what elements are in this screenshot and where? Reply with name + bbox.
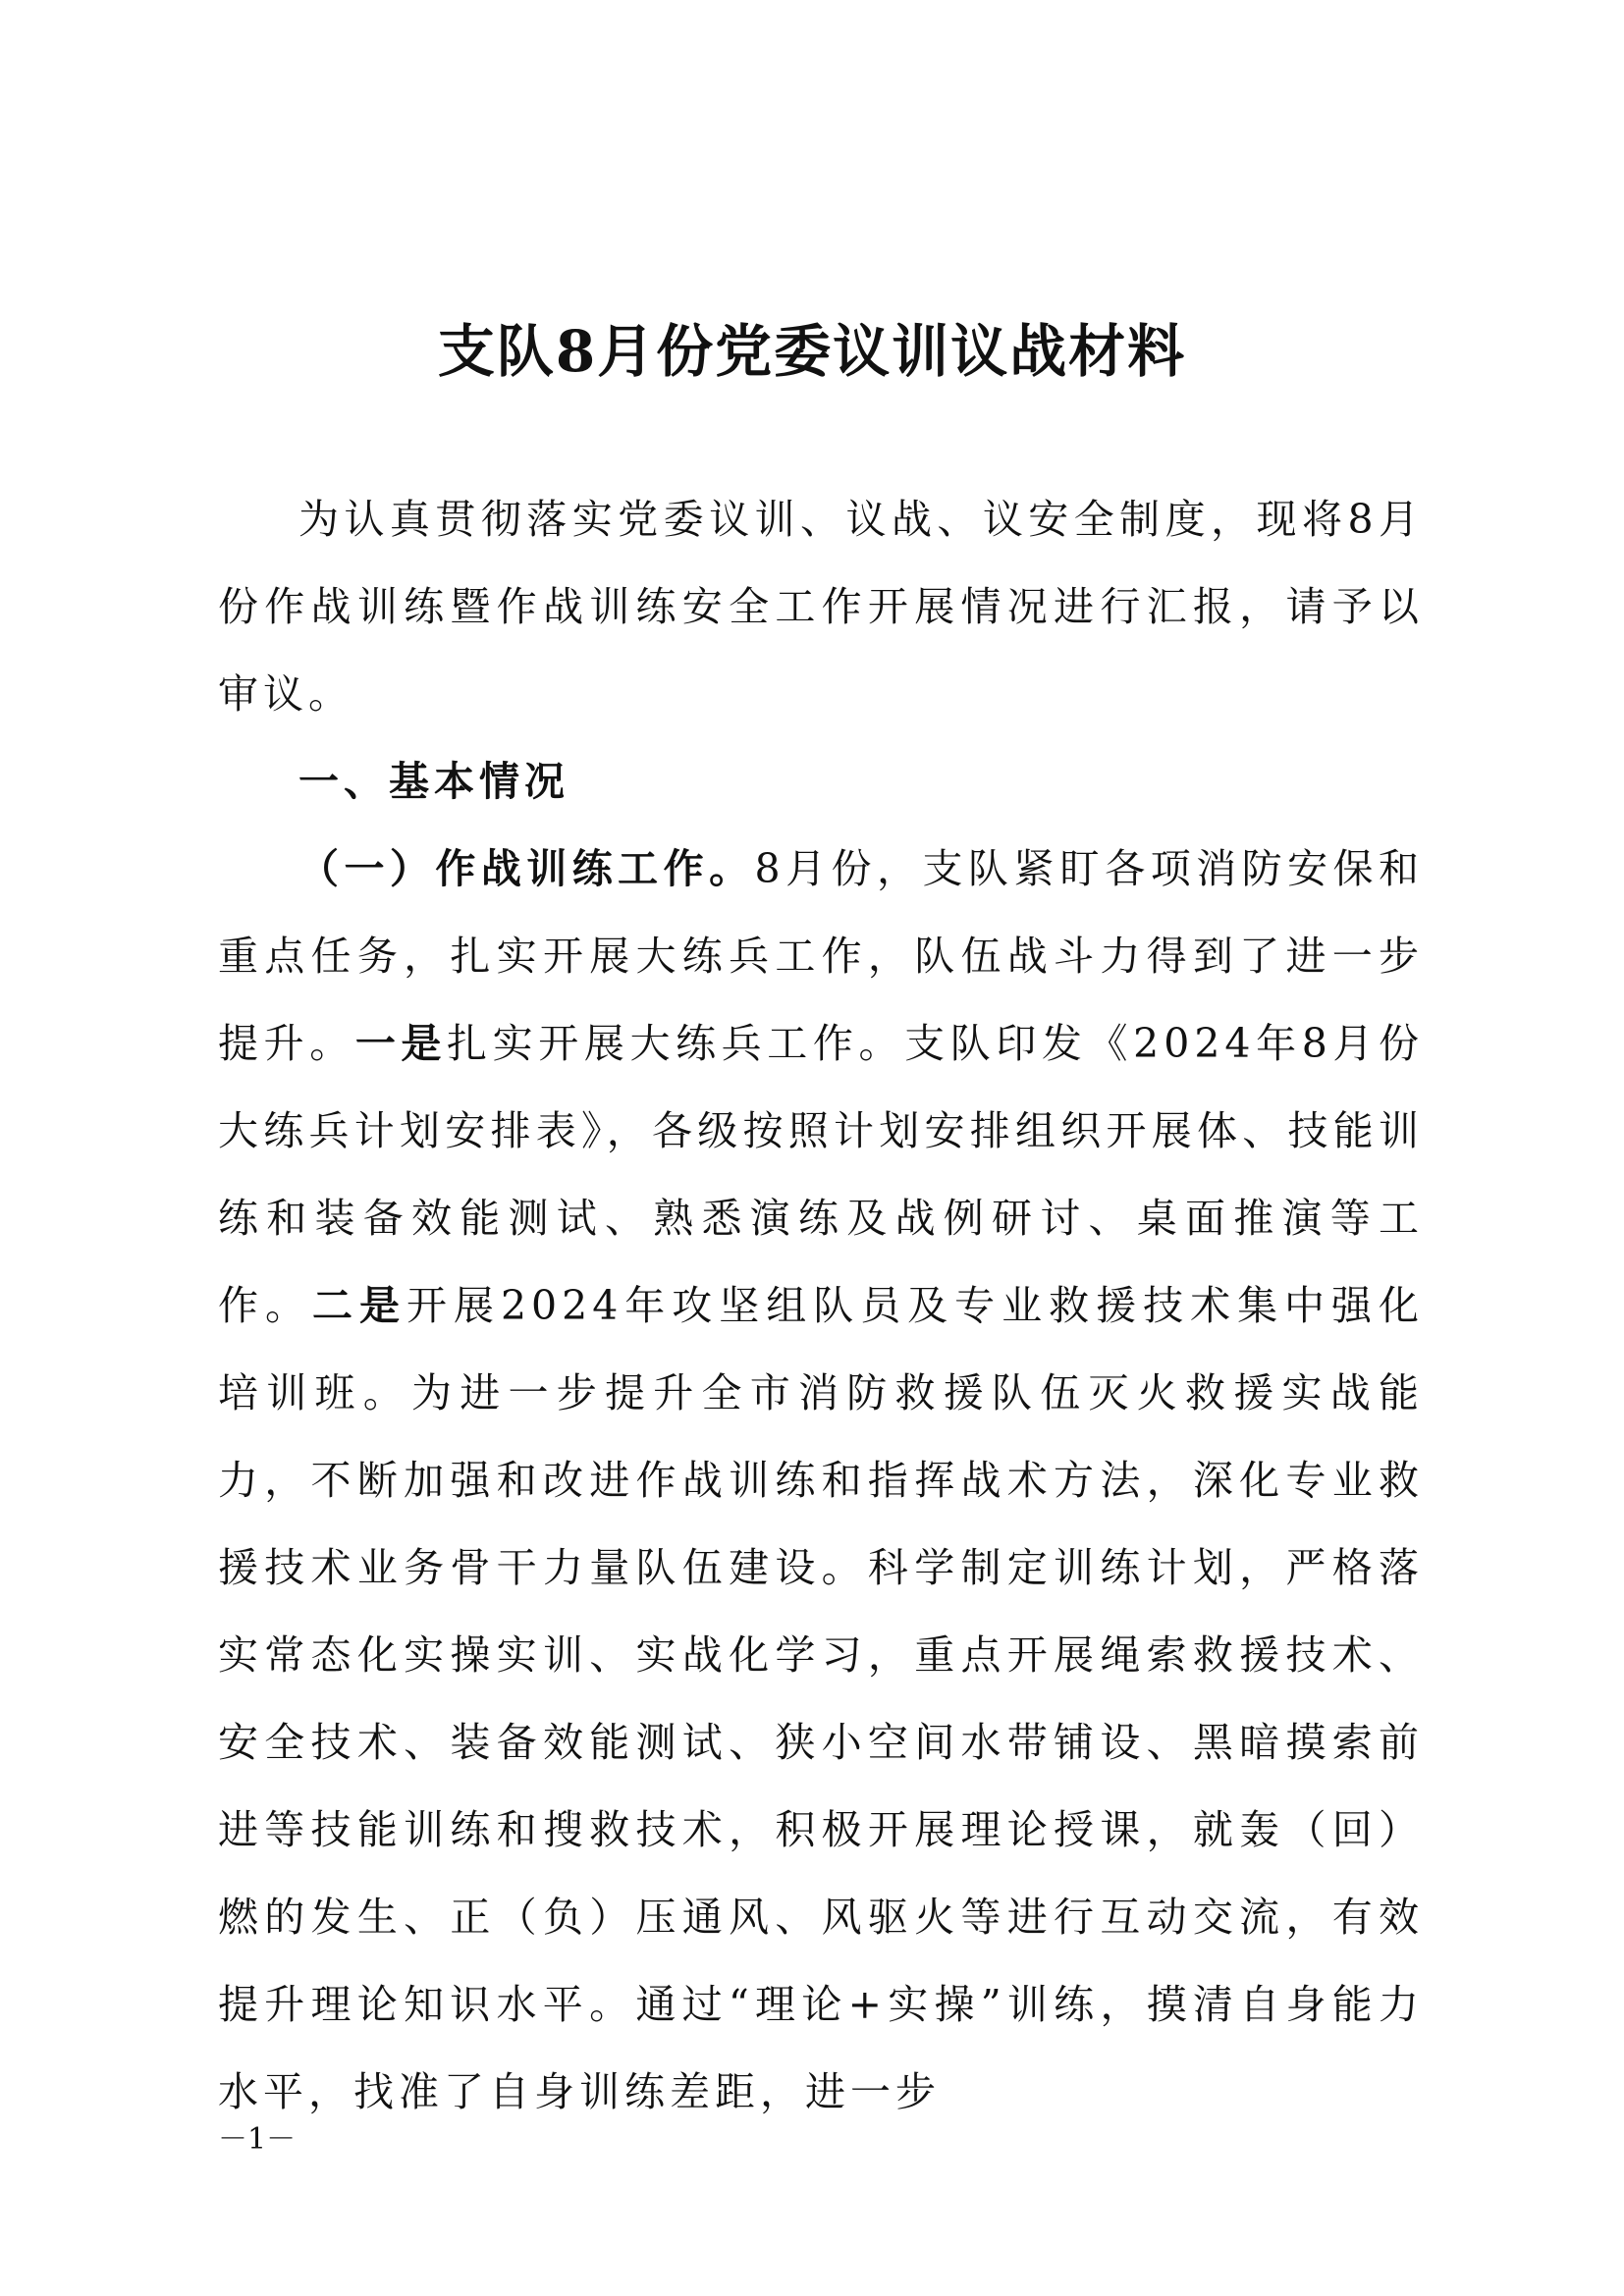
point1-lead: 一是 <box>354 1020 448 1067</box>
subsection-paragraph <box>218 826 1424 2136</box>
section-heading-basic-situation: 一、基本情况 <box>298 758 569 805</box>
subsection-label: （一）作战训练工作。 <box>298 845 755 892</box>
point2-text: 开展2024年攻坚组队员及专业救援技术集中强化培训班。为进一步提升全市消防救援队伍灭火救援实战能力，不断加强和改进作战训练和指挥战术方法，深化专业救援技术业务骨干力量队伍建设。科学制定训练计划，严格落实常态化实操实训、实战化学习，重点开展绳索救援技术、安全技术、装备效能测试、狭小空间水带铺设、黑暗摸索前进等技能训练和搜救技术，积极开展理论授课，就轰（回）燃的发生、正（负）压通风、风驱火等进行互动交流，有效提升理论知识水平。通过“理论+实操”训练，摸清自身能力水平，找准了自身训练差距，进一步 <box>218 1282 1425 2115</box>
page-number: －1－ <box>218 2122 297 2157</box>
subsection-text: 8月份，支队紧盯各项消防安保和重点任务，扎实开展大练兵工作，队伍战斗力得到了进一步提升。 <box>218 845 1424 1067</box>
point2-lead: 二是 <box>311 1282 406 1329</box>
document-title: 支队8月份党委议训议战材料 <box>437 318 1187 385</box>
intro-paragraph: 为认真贯彻落实党委议训、议战、议安全制度，现将8月份作战训练暨作战训练安全工作开展情况进行汇报，请予以审议。 <box>218 496 1424 718</box>
point1-text: 扎实开展大练兵工作。支队印发《2024年8月份大练兵计划安排表》，各级按照计划安排组织开展体、技能训练和装备效能测试、熟悉演练及战例研讨、桌面推演等工作。 <box>218 1020 1425 1329</box>
document-body <box>218 476 1424 2136</box>
